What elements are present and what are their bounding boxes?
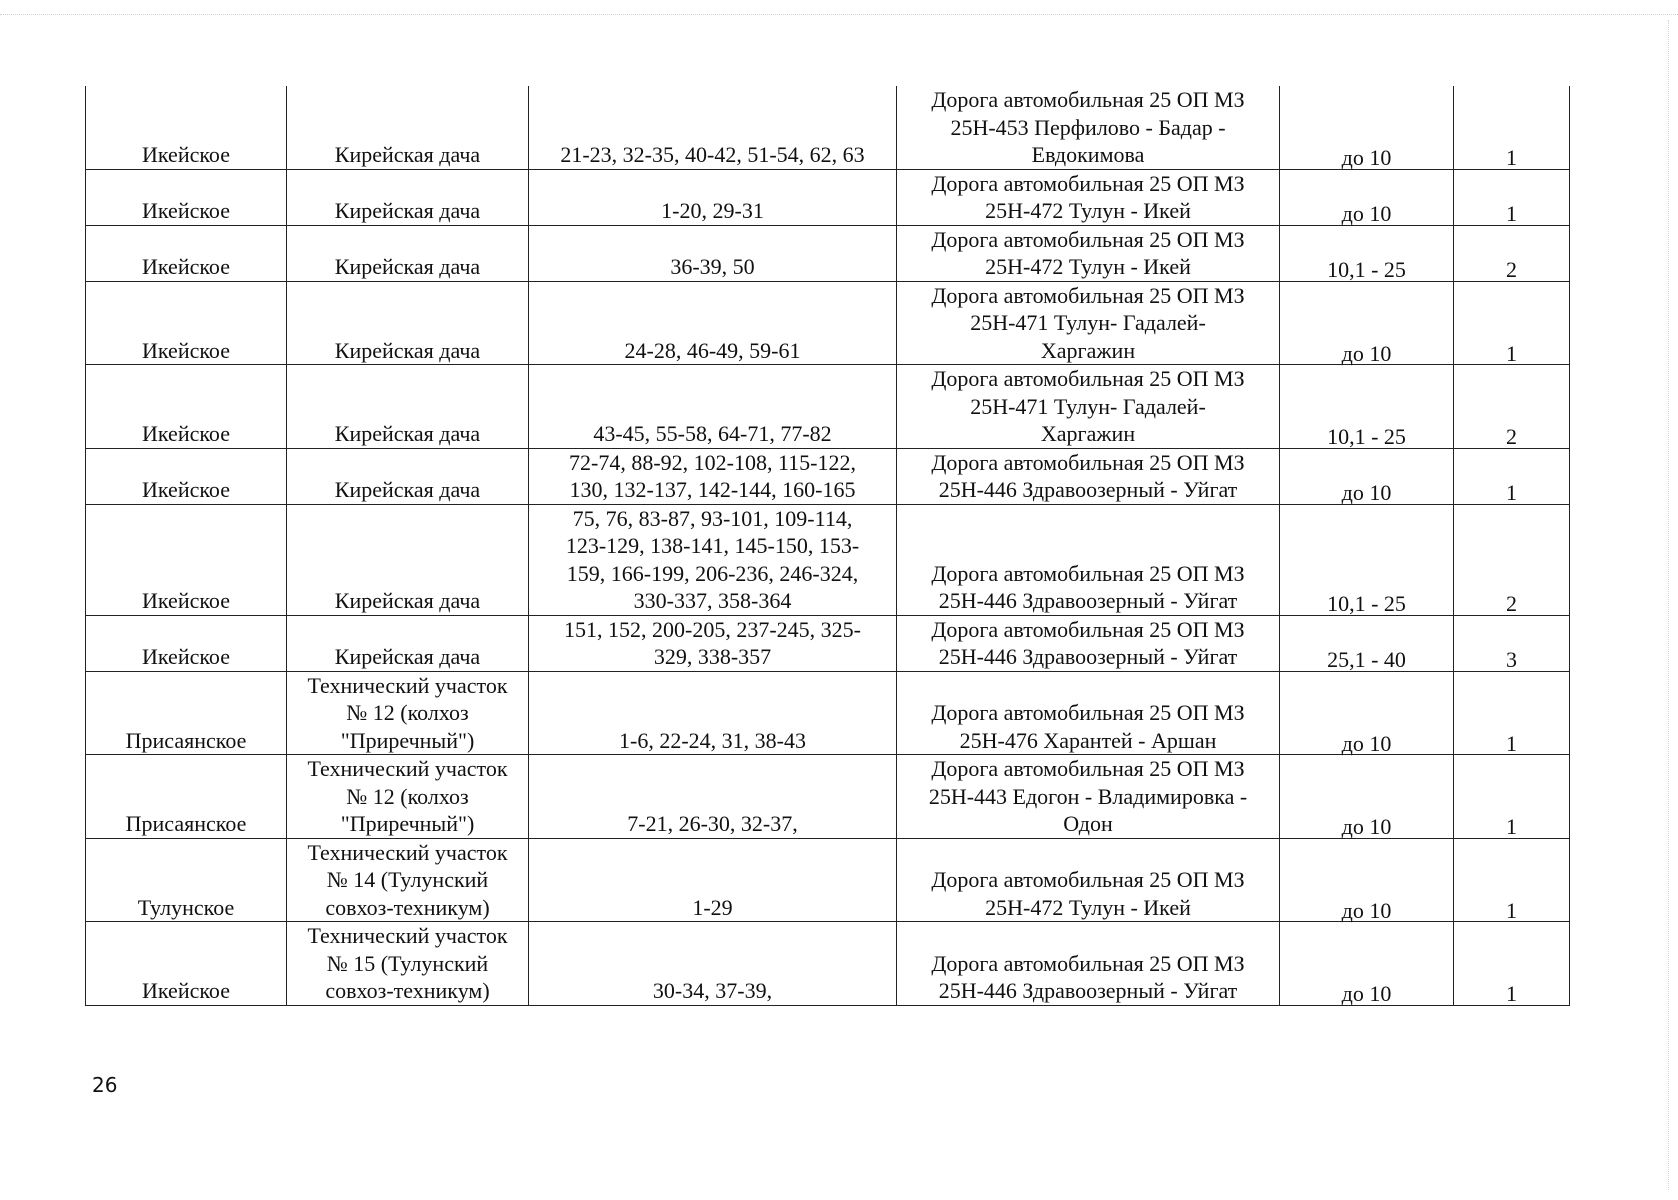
cell-category: 1: [1454, 758, 1570, 842]
cell-category: 1: [1454, 925, 1570, 1009]
cell-quarters: 30-34, 37-39,: [529, 922, 897, 1006]
cell-road: Дорога автомобильная 25 ОП МЗ 25Н-472 Тулун - Икей: [897, 838, 1280, 922]
table-row: [86, 838, 1570, 922]
table-row: [86, 281, 1570, 365]
cell-forest-area: Технический участок № 15 (Тулунский совхоз-техникум): [287, 922, 529, 1006]
cell-road: Дорога автомобильная 25 ОП МЗ 25Н-472 Тулун - Икей: [897, 225, 1280, 281]
cell-forest-area: Кирейская дача: [287, 365, 529, 449]
page-number: 26: [92, 1073, 118, 1097]
cell-settlement: Икейское: [86, 615, 287, 671]
cell-forest-area: Технический участок № 12 (колхоз "Приречный"): [287, 671, 529, 755]
cell-category: 2: [1454, 507, 1570, 618]
cell-quarters: 21-23, 32-35, 40-42, 51-54, 62, 63: [529, 86, 897, 169]
cell-category: 3: [1454, 618, 1570, 674]
cell-forest-area: Кирейская дача: [287, 448, 529, 504]
cell-category: 1: [1454, 89, 1570, 172]
cell-category: 2: [1454, 368, 1570, 452]
cell-forest-area: Кирейская дача: [287, 86, 529, 169]
cell-settlement: Икейское: [86, 504, 287, 615]
cell-quarters: 43-45, 55-58, 64-71, 77-82: [529, 365, 897, 449]
cell-forest-area: Кирейская дача: [287, 169, 529, 225]
table-row: [86, 671, 1570, 755]
table-body: [86, 86, 1570, 1005]
cell-distance: 10,1 - 25: [1280, 228, 1454, 284]
cell-settlement: Икейское: [86, 169, 287, 225]
page-right-border: [1668, 20, 1669, 1190]
cell-distance: до 10: [1280, 284, 1454, 368]
cell-road: Дорога автомобильная 25 ОП МЗ 25Н-446 Здравоозерный - Уйгат: [897, 504, 1280, 615]
table-row: [86, 922, 1570, 1006]
cell-forest-area: Кирейская дача: [287, 504, 529, 615]
cell-quarters: 1-6, 22-24, 31, 38-43: [529, 671, 897, 755]
table-row: [86, 448, 1570, 504]
cell-road: Дорога автомобильная 25 ОП МЗ 25Н-453 Перфилово - Бадар - Евдокимова: [897, 86, 1280, 169]
cell-distance: 10,1 - 25: [1280, 368, 1454, 452]
cell-road: Дорога автомобильная 25 ОП МЗ 25Н-476 Харантей - Аршан: [897, 671, 1280, 755]
cell-road: Дорога автомобильная 25 ОП МЗ 25Н-471 Тулун- Гадалей- Харгажин: [897, 365, 1280, 449]
cell-forest-area: Кирейская дача: [287, 225, 529, 281]
cell-category: 1: [1454, 284, 1570, 368]
cell-settlement: Икейское: [86, 448, 287, 504]
cell-settlement: Икейское: [86, 281, 287, 365]
cell-distance: 25,1 - 40: [1280, 618, 1454, 674]
cell-quarters: 36-39, 50: [529, 225, 897, 281]
cell-road: Дорога автомобильная 25 ОП МЗ 25Н-471 Тулун- Гадалей- Харгажин: [897, 281, 1280, 365]
cell-quarters: 151, 152, 200-205, 237-245, 325- 329, 338-357: [529, 615, 897, 671]
cell-distance: до 10: [1280, 451, 1454, 507]
cell-distance: до 10: [1280, 674, 1454, 758]
cell-forest-area: Кирейская дача: [287, 281, 529, 365]
cell-quarters: 1-29: [529, 838, 897, 922]
table-row: [86, 615, 1570, 671]
cell-quarters: 7-21, 26-30, 32-37,: [529, 755, 897, 839]
cell-category: 1: [1454, 451, 1570, 507]
cell-category: 1: [1454, 674, 1570, 758]
cell-category: 2: [1454, 228, 1570, 284]
cell-quarters: 24-28, 46-49, 59-61: [529, 281, 897, 365]
cell-settlement: Икейское: [86, 86, 287, 169]
table-row: [86, 169, 1570, 225]
cell-category: 1: [1454, 172, 1570, 228]
cell-settlement: Икейское: [86, 365, 287, 449]
cell-road: Дорога автомобильная 25 ОП МЗ 25Н-443 Едогон - Владимировка - Одон: [897, 755, 1280, 839]
page-top-border: [0, 14, 1678, 15]
cell-category: 1: [1454, 841, 1570, 925]
cell-distance: до 10: [1280, 89, 1454, 172]
cell-settlement: Присаянское: [86, 755, 287, 839]
cell-quarters: 72-74, 88-92, 102-108, 115-122, 130, 132-137, 142-144, 160-165: [529, 448, 897, 504]
cell-road: Дорога автомобильная 25 ОП МЗ 25Н-472 Тулун - Икей: [897, 169, 1280, 225]
cell-settlement: Тулунское: [86, 838, 287, 922]
cell-settlement: Икейское: [86, 225, 287, 281]
cell-road: Дорога автомобильная 25 ОП МЗ 25Н-446 Здравоозерный - Уйгат: [897, 922, 1280, 1006]
cell-forest-area: Кирейская дача: [287, 615, 529, 671]
table-row: [86, 365, 1570, 449]
cell-road: Дорога автомобильная 25 ОП МЗ 25Н-446 Здравоозерный - Уйгат: [897, 615, 1280, 671]
cell-distance: до 10: [1280, 172, 1454, 228]
cell-forest-area: Технический участок № 12 (колхоз "Приречный"): [287, 755, 529, 839]
table-row: [86, 86, 1570, 169]
cell-settlement: Присаянское: [86, 671, 287, 755]
cell-settlement: Икейское: [86, 922, 287, 1006]
table-row: [86, 504, 1570, 615]
cell-distance: до 10: [1280, 758, 1454, 842]
cell-distance: до 10: [1280, 841, 1454, 925]
cell-forest-area: Технический участок № 14 (Тулунский совхоз-техникум): [287, 838, 529, 922]
forest-roads-table: [85, 86, 1570, 1006]
cell-distance: до 10: [1280, 925, 1454, 1009]
cell-quarters: 1-20, 29-31: [529, 169, 897, 225]
table-row: [86, 755, 1570, 839]
cell-distance: 10,1 - 25: [1280, 507, 1454, 618]
cell-quarters: 75, 76, 83-87, 93-101, 109-114, 123-129, 138-141, 145-150, 153- 159, 166-199, 206-236, 246-324, 330-337, 358-364: [529, 504, 897, 615]
cell-road: Дорога автомобильная 25 ОП МЗ 25Н-446 Здравоозерный - Уйгат: [897, 448, 1280, 504]
table-row: [86, 225, 1570, 281]
